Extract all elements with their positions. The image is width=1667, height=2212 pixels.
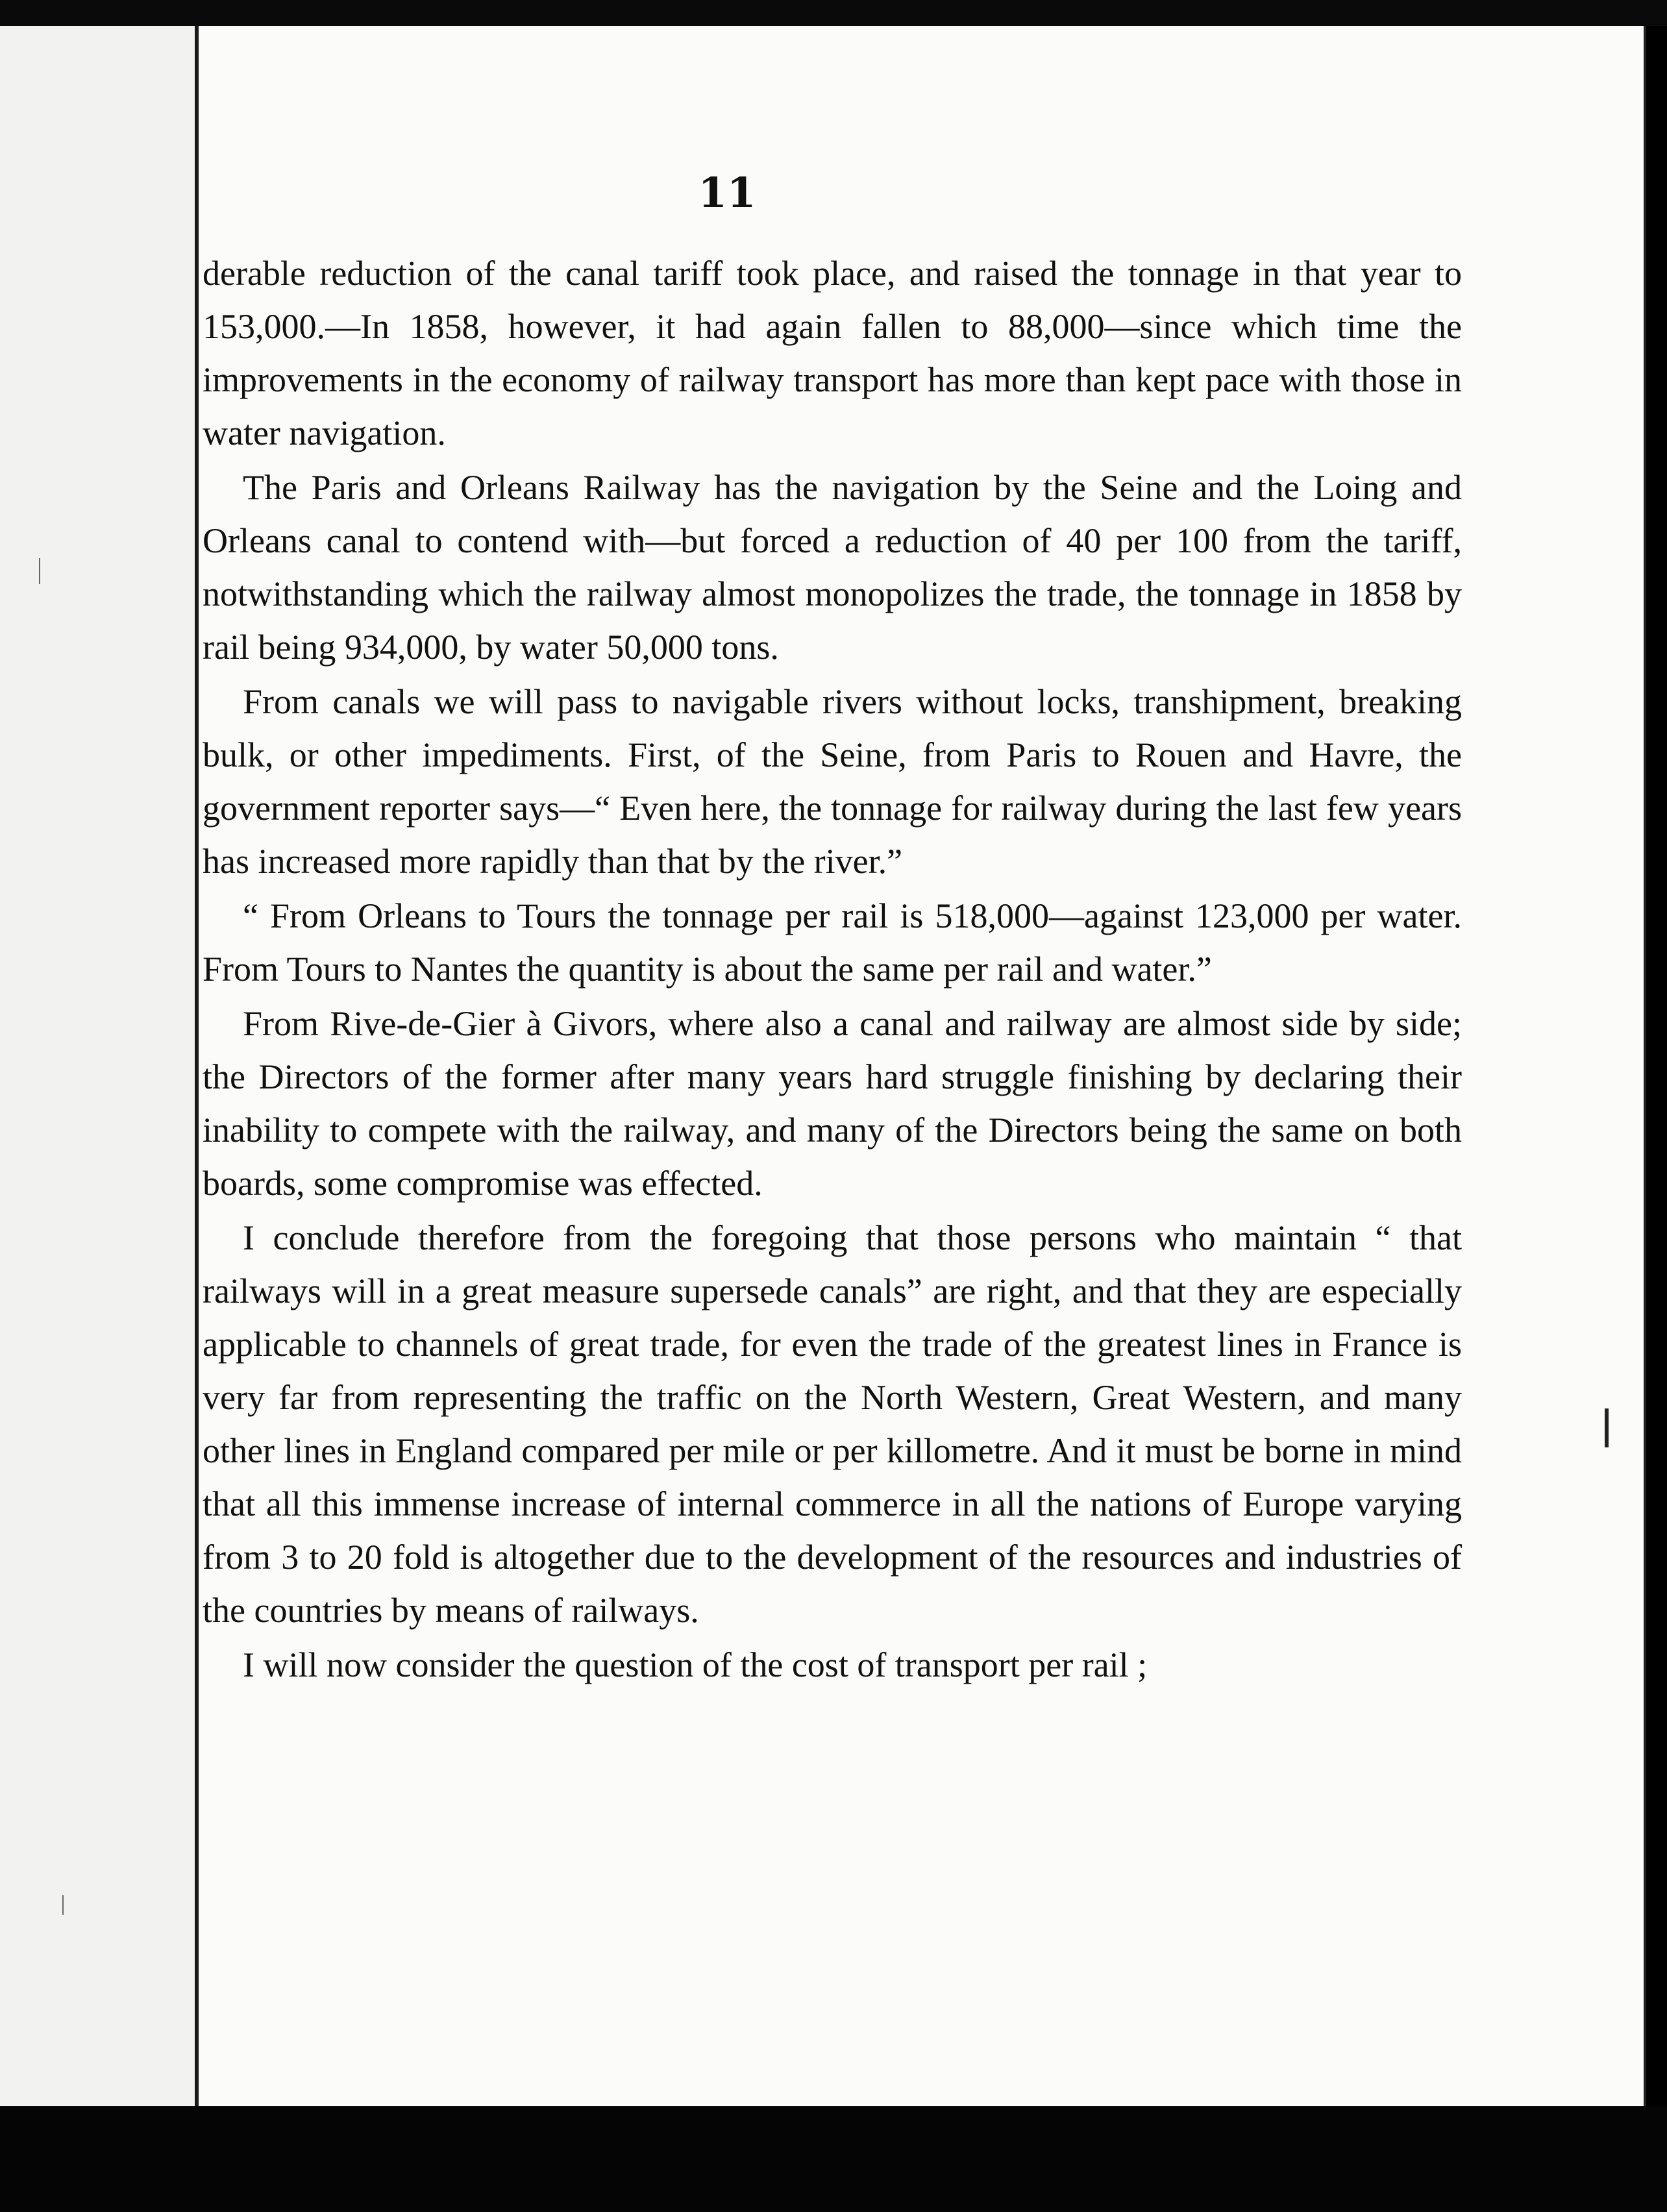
paragraph: “ From Orleans to Tours the tonnage per rail is 518,000—against 123,000 per water. From Tours to Nantes the quantity is about the same per rail and water.” — [203, 896, 1462, 989]
scan-scratch — [62, 1895, 64, 1915]
paragraph: I will now consider the question of the cost of transport per rail ; — [243, 1645, 1148, 1684]
margin-mark — [1605, 1408, 1609, 1447]
facing-page-edge — [0, 26, 199, 2106]
body-text — [203, 247, 1462, 1693]
paragraph: derable reduction of the canal tariff took place, and raised the tonnage in that year to 153,000.—In 1858, however, it had again fallen to 88,000—since which time the improvements in the economy of railway transport has more than kept pace with those in water navigation. — [203, 254, 1462, 452]
paragraph: From Rive-de-Gier à Givors, where also a canal and railway are almost side by side; the Directors of the former after many years hard struggle finishing by declaring their inability to compete with the railway, and many of the Directors being the same on both boards, some compromise was effected. — [203, 1004, 1462, 1203]
paragraph: From canals we will pass to navigable rivers without locks, transhipment, breaking bulk, or other impediments. First, of the Seine, from Paris to Rouen and Havre, the government reporter says—“ Even here, the tonnage for railway during the last few years has increased more rapidly than that by the river.” — [203, 682, 1462, 881]
scan-bottom-border — [0, 2106, 1667, 2212]
page-number: 11 — [698, 169, 756, 217]
scan-top-border — [0, 0, 1667, 26]
paragraph: The Paris and Orleans Railway has the navigation by the Seine and the Loing and Orleans canal to contend with—but forced a reduction of 40 per 100 from the tariff, notwithstanding which the railway almost monopolizes the trade, the tonnage in 1858 by rail being 934,000, by water 50,000 tons. — [203, 468, 1462, 667]
paragraph: I conclude therefore from the foregoing that those persons who maintain “ that railways will in a great measure supersede canals” are right, and that they are especially applicable to channels of great trade, for even the trade of the greatest lines in France is very far from representing the traffic on the North Western, Great Western, and many other lines in England compared per mile or per killometre. And it must be borne in mind that all this immense increase of internal commerce in all the nations of Europe varying from 3 to 20 fold is altogether due to the development of the resources and industries of the countries by means of railways. — [203, 1218, 1462, 1630]
scan-scratch — [39, 558, 40, 584]
